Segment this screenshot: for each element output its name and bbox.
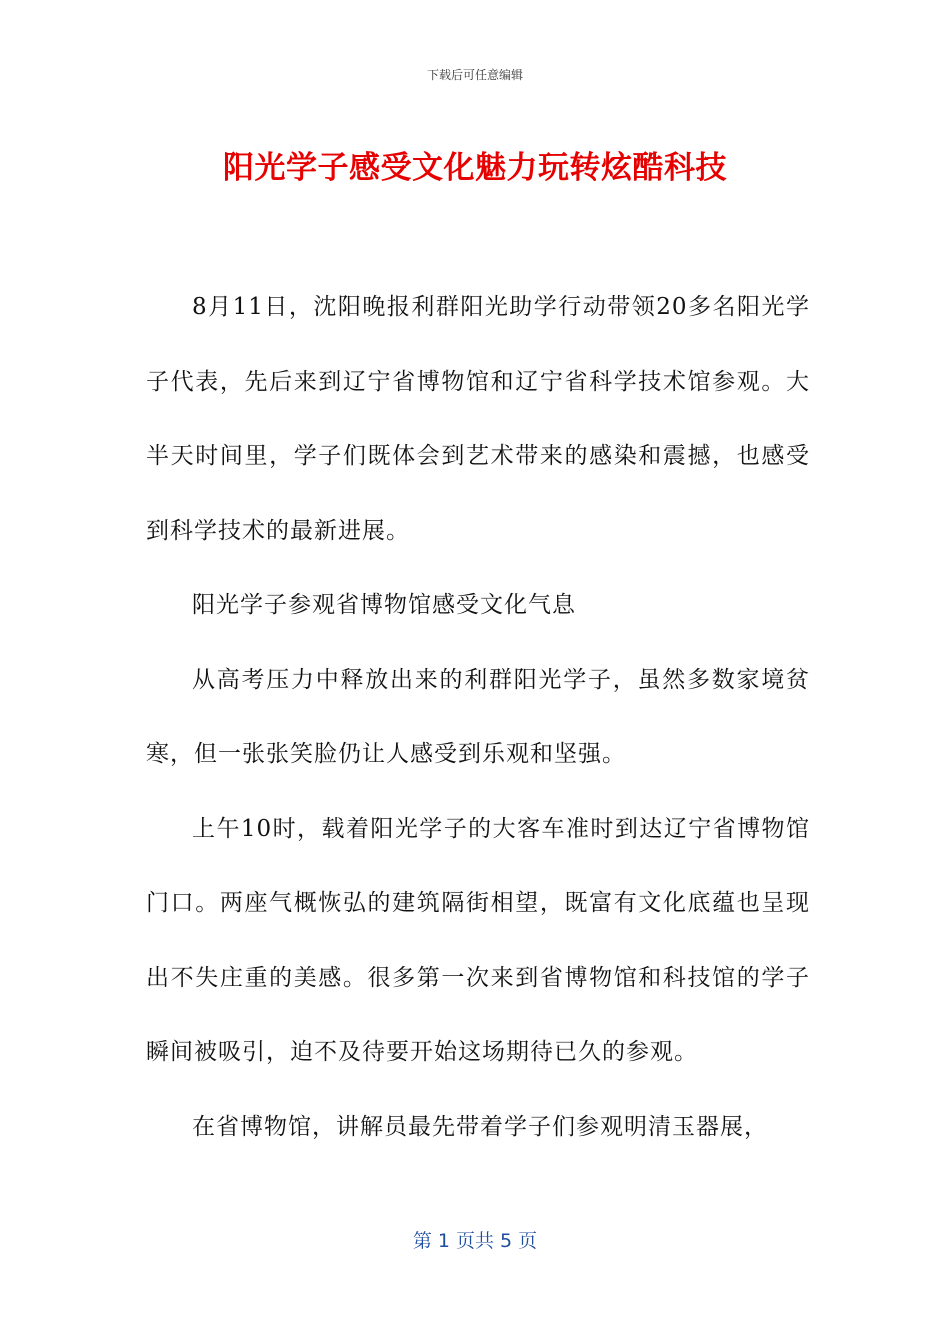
section-heading: 阳光学子参观省博物馆感受文化气息 xyxy=(192,592,576,618)
page-footer: 第 1 页共 5 页 xyxy=(412,1230,538,1252)
document-title: 阳光学子感受文化魅力玩转炫酷科技 xyxy=(223,150,727,186)
paragraph: 在省博物馆，讲解员最先带着学子们参观明清玉器展， xyxy=(192,1113,768,1140)
document-body xyxy=(146,270,810,1164)
paragraph: 从高考压力中释放出来的利群阳光学子，虽然多数家境贫寒，但一张张笑脸仍让人感受到乐观和坚强。 xyxy=(146,666,810,767)
paragraph: 8月11日，沈阳晚报利群阳光助学行动带领20多名阳光学子代表，先后来到辽宁省博物馆和辽宁省科学技术馆参观。大半天时间里，学子们既体会到艺术带来的感染和震撼，也感受到科学技术的最新进展。 xyxy=(146,294,810,544)
header-note: 下载后可任意编辑 xyxy=(426,68,523,82)
paragraph: 上午10时，载着阳光学子的大客车准时到达辽宁省博物馆门口。两座气概恢弘的建筑隔街相望，既富有文化底蕴也呈现出不失庄重的美感。很多第一次来到省博物馆和科技馆的学子瞬间被吸引，迫不及待要开始这场期待已久的参观。 xyxy=(146,815,810,1065)
